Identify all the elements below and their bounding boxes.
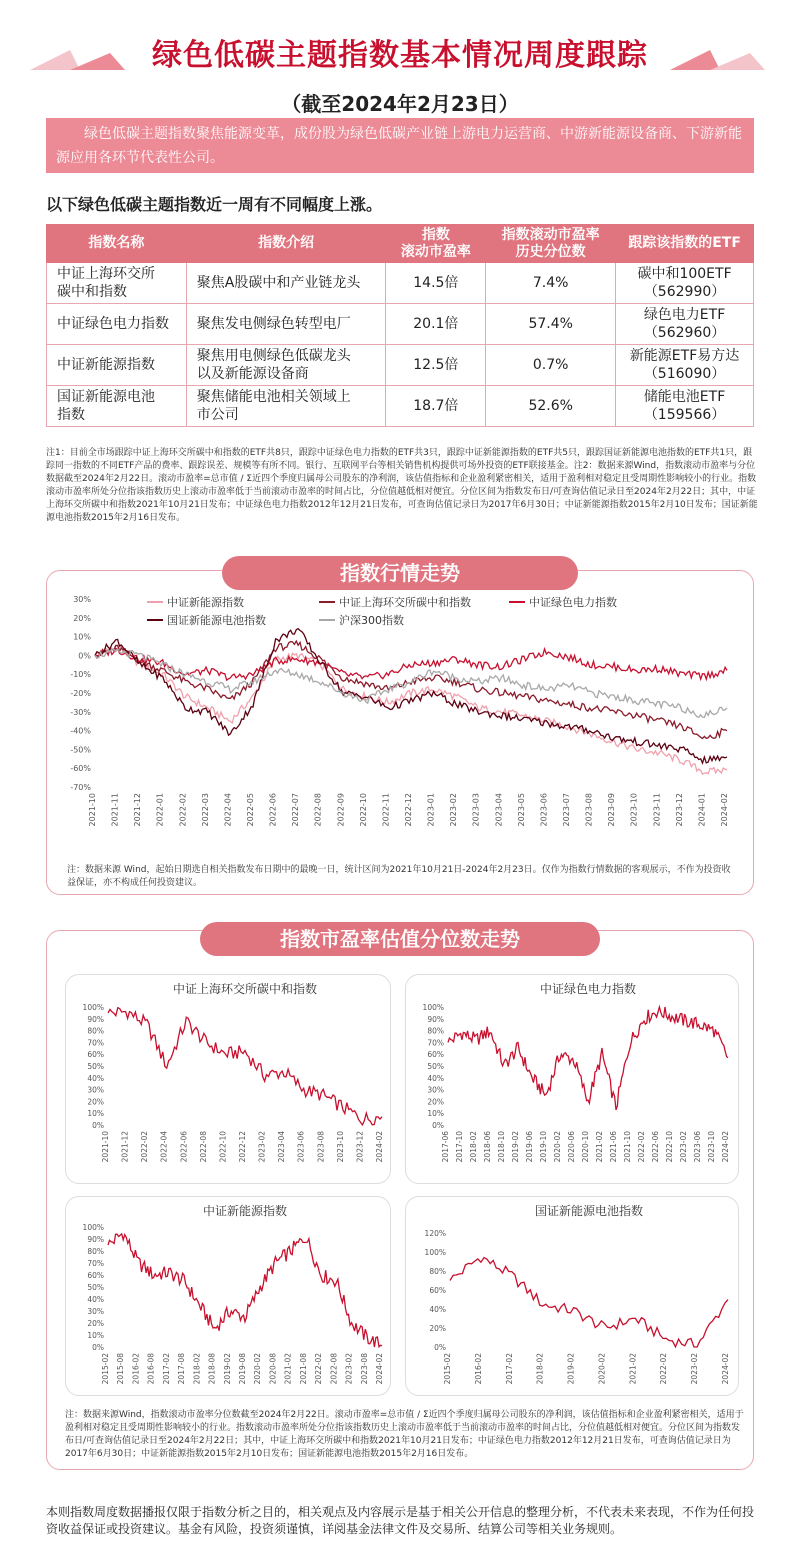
cell-name: 中证上海环交所 碳中和指数	[47, 263, 187, 304]
cell-pe: 18.7倍	[386, 386, 486, 427]
x-tick-label: 2022-02	[140, 1131, 150, 1163]
x-tick-label: 2021-12	[133, 793, 143, 827]
table-row	[47, 263, 754, 304]
table-row	[47, 345, 754, 386]
x-tick-label: 2015-08	[116, 1353, 126, 1385]
y-tick-label: 30%	[87, 1085, 104, 1095]
chart-title: 国证新能源电池指数	[534, 1204, 644, 1218]
legend-label: 中证绿色电力指数	[529, 596, 617, 609]
col-header: 指数名称	[47, 225, 187, 263]
pe-line-chart	[66, 1197, 392, 1397]
x-tick-label: 2020-02	[253, 1353, 263, 1385]
col-header: 指数滚动市盈率 历史分位数	[486, 225, 616, 263]
y-tick-label: 0%	[78, 651, 91, 661]
y-tick-label: 10%	[427, 1109, 444, 1119]
x-tick-label: 2024-02	[721, 1131, 730, 1163]
x-tick-label: 2024-02	[721, 1353, 730, 1385]
x-tick-label: 2018-02	[469, 1131, 478, 1163]
y-tick-label: 30%	[87, 1307, 104, 1316]
x-tick-label: 2015-02	[443, 1353, 452, 1385]
page-title: 绿色低碳主题指数基本情况周度跟踪	[152, 38, 648, 73]
cell-name: 中证绿色电力指数	[47, 304, 187, 345]
legend-label: 中证上海环交所碳中和指数	[339, 596, 471, 609]
lead-text: 以下绿色低碳主题指数近一周有不同幅度上涨。	[46, 195, 383, 214]
x-tick-label: 2023-08	[359, 1353, 369, 1385]
x-tick-label: 2017-10	[455, 1131, 464, 1163]
y-tick-label: -10%	[70, 670, 91, 680]
y-tick-label: 20%	[87, 1097, 104, 1107]
x-tick-label: 2015-02	[101, 1353, 110, 1385]
cell-pe: 20.1倍	[386, 304, 486, 345]
table-row	[47, 304, 754, 345]
x-tick-label: 2023-02	[679, 1131, 688, 1163]
y-tick-label: 90%	[87, 1014, 104, 1024]
section2-tab: 指数市盈率估值分位数走势	[200, 922, 600, 956]
x-tick-label: 2023-06	[539, 793, 549, 827]
y-tick-label: 40%	[429, 1305, 446, 1314]
series-line	[448, 1007, 728, 1110]
market-line-chart	[47, 591, 753, 871]
x-tick-label: 2023-04	[494, 793, 504, 827]
x-tick-label: 2022-08	[313, 793, 323, 827]
section1-tab: 指数行情走势	[222, 556, 578, 590]
x-tick-label: 2022-02	[178, 793, 188, 827]
pe-chart-card	[405, 974, 739, 1184]
y-tick-label: 90%	[427, 1014, 444, 1024]
y-tick-label: 0%	[434, 1343, 446, 1352]
x-tick-label: 2018-08	[207, 1353, 217, 1385]
cell-intro: 聚焦发电侧绿色转型电厂	[186, 304, 386, 345]
y-tick-label: -70%	[70, 783, 91, 792]
y-tick-label: 30%	[427, 1085, 444, 1095]
note-1: 注1：目前全市场跟踪中证上海环交所碳中和指数的ETF共8只，跟踪中证绿色电力指数的ETF共3只，跟踪中证新能源指数的ETF共5只，跟踪国证新能源电池指数的ETF共1只，跟踪同一指数的不同ETF产品的费率、跟踪误差、规模等有所不同。银行、互联网平台等相关销售机构提供可场外投资的ETF联接基金。注2：数据来源Wind，指数滚动市盈率与分位数据截至2024年2月22日。滚动市盈率=总市值 / Σ近四个季度归属母公司股东的净利润，该估值指标和企业盈利紧密相关，适用于盈利相对稳定且受周期性影响较小的行业。指数滚动市盈率所处分位指该指数历史上滚动市盈率低于当前滚动市盈率的时间占比，分位值越低相对便宜。分位区间为指数发布日/可查询估值记录日至2024年2月22日；其中，中证上海环交所碳中和指数2021年10月21日发布；中证绿色电力指数2012年12月21日发布，可查询估值记录日为2017年6月30日；中证新能源指数2015年2月10日发布；国证新能源电池指数2015年2月16日发布。	[46, 448, 758, 523]
cell-intro: 聚焦A股碳中和产业链龙头	[186, 263, 386, 304]
x-tick-label: 2020-02	[553, 1131, 562, 1163]
y-tick-label: 30%	[73, 595, 91, 604]
x-tick-label: 2020-08	[268, 1353, 278, 1385]
y-tick-label: 10%	[73, 632, 91, 642]
y-tick-label: 0%	[432, 1121, 444, 1130]
cell-intro: 聚焦用电侧绿色低碳龙头 以及新能源设备商	[186, 345, 386, 386]
y-tick-label: 50%	[87, 1062, 104, 1071]
y-tick-label: 60%	[427, 1050, 444, 1060]
x-tick-label: 2023-02	[449, 793, 459, 827]
x-tick-label: 2023-03	[471, 793, 481, 827]
x-tick-label: 2022-10	[358, 793, 368, 827]
x-tick-label: 2019-02	[222, 1353, 232, 1385]
y-tick-label: 80%	[87, 1026, 104, 1036]
x-tick-label: 2022-12	[404, 793, 413, 827]
legend-label: 国证新能源电池指数	[167, 614, 266, 627]
x-tick-label: 2023-01	[426, 793, 436, 827]
cell-pct: 52.6%	[486, 386, 616, 427]
section2-note: 注：数据来源Wind，指数滚动市盈率分位数截至2024年2月22日。滚动市盈率=总市值 / Σ近四个季度归属母公司股东的净利润，该估值指标和企业盈利紧密相关，适用于盈利相对稳定且受周期性影响较小的行业。指数滚动市盈率所处分位指该指数历史上滚动市盈率低于当前滚动市盈率的时间占比，分位值越低相对便宜。分位区间为指数发布日/可查询估值记录日至2024年2月22日；其中，中证上海环交所碳中和指数2021年10月21日发布；中证绿色电力指数2012年12月21日发布，可查询估值记录日为2017年6月30日；中证新能源指数2015年2月10日发布；国证新能源电池指数2015年2月16日发布。	[65, 1410, 744, 1459]
x-tick-label: 2024-01	[697, 793, 707, 827]
y-tick-label: 60%	[87, 1271, 104, 1280]
y-tick-label: 100%	[422, 1003, 444, 1012]
x-tick-label: 2023-04	[277, 1131, 287, 1163]
y-tick-label: 80%	[87, 1247, 104, 1256]
series-line	[108, 1234, 382, 1347]
x-tick-label: 2023-10	[629, 793, 639, 827]
x-tick-label: 2019-06	[525, 1131, 534, 1163]
x-tick-label: 2022-06	[268, 793, 278, 827]
x-tick-label: 2022-03	[200, 793, 210, 827]
x-tick-label: 2020-06	[567, 1131, 576, 1163]
col-header: 指数介绍	[186, 225, 386, 263]
x-tick-label: 2019-02	[566, 1353, 576, 1385]
y-tick-label: 40%	[87, 1073, 104, 1083]
y-tick-label: 50%	[427, 1062, 444, 1071]
x-tick-label: 2019-02	[511, 1131, 520, 1163]
cell-pct: 0.7%	[486, 345, 616, 386]
x-tick-label: 2021-10	[623, 1131, 632, 1163]
y-tick-label: 100%	[82, 1223, 104, 1232]
x-tick-label: 2017-08	[177, 1353, 187, 1385]
x-tick-label: 2023-09	[607, 793, 617, 827]
x-tick-label: 2022-11	[381, 793, 391, 827]
y-tick-label: 10%	[87, 1109, 104, 1119]
x-tick-label: 2016-08	[146, 1353, 156, 1385]
x-tick-label: 2017-02	[161, 1353, 171, 1385]
x-tick-label: 2023-05	[516, 793, 526, 827]
y-tick-label: 70%	[87, 1259, 104, 1268]
x-tick-label: 2022-08	[198, 1131, 208, 1163]
y-tick-label: 100%	[424, 1248, 446, 1257]
pe-line-chart	[406, 1197, 740, 1397]
x-tick-label: 2021-02	[595, 1131, 604, 1163]
x-tick-label: 2017-02	[504, 1353, 514, 1385]
y-tick-label: -20%	[70, 689, 91, 698]
index-table	[46, 224, 754, 427]
x-tick-label: 2022-02	[314, 1353, 324, 1385]
footer-disclaimer: 本则指数周度数据播报仅限于指数分析之目的，相关观点及内容展示是基于相关公开信息的整理分析，不代表未来表现，不作为任何投资收益保证或投资建议。基金有风险，投资须谨慎，详阅基金法律文件及交易所、结算公司等相关业务规则。	[46, 1505, 755, 1536]
x-tick-label: 2020-10	[581, 1131, 590, 1163]
x-tick-label: 2024-02	[720, 793, 729, 827]
cell-etf: 储能电池ETF （159566）	[616, 386, 754, 427]
chart-title: 中证绿色电力指数	[539, 982, 637, 996]
cell-name: 国证新能源电池 指数	[47, 386, 187, 427]
x-tick-label: 2023-10	[335, 1131, 345, 1163]
chart-title: 中证新能源指数	[202, 1204, 288, 1218]
series-line	[108, 1008, 382, 1125]
y-tick-label: 70%	[87, 1038, 104, 1048]
page-subtitle: （截至2024年2月23日）	[281, 92, 519, 116]
y-tick-label: 20%	[73, 613, 91, 623]
legend-label: 沪深300指数	[339, 614, 404, 627]
x-tick-label: 2020-02	[597, 1353, 607, 1385]
x-tick-label: 2023-11	[652, 793, 662, 827]
cell-name: 中证新能源指数	[47, 345, 187, 386]
y-tick-label: 60%	[87, 1050, 104, 1060]
x-tick-label: 2023-07	[562, 793, 571, 827]
x-tick-label: 2022-01	[155, 793, 165, 827]
x-tick-label: 2016-02	[473, 1353, 483, 1385]
pe-chart-card	[65, 1196, 391, 1396]
x-tick-label: 2021-10	[88, 793, 97, 827]
x-tick-label: 2023-10	[707, 1131, 716, 1163]
x-tick-label: 2018-02	[192, 1353, 202, 1385]
x-tick-label: 2023-02	[690, 1353, 700, 1385]
legend-label: 中证新能源指数	[167, 596, 244, 609]
x-tick-label: 2023-06	[693, 1131, 702, 1163]
pe-panel	[46, 930, 754, 1470]
section1-note: 注：数据来源 Wind，起始日期选自相关指数发布日期中的最晚一日，统计区间为2021年10月21日-2024年2月23日。仅作为指数行情数据的客观展示，不作为投资收益保证，亦不构成任何投资建议。	[67, 865, 731, 888]
x-tick-label: 2019-10	[539, 1131, 548, 1163]
y-tick-label: 40%	[427, 1073, 444, 1083]
y-tick-label: -50%	[70, 745, 91, 755]
y-tick-label: 100%	[82, 1003, 104, 1012]
x-tick-label: 2018-10	[497, 1131, 506, 1163]
x-tick-label: 2018-02	[535, 1353, 545, 1385]
x-tick-label: 2023-12	[674, 793, 684, 827]
table-row	[47, 386, 754, 427]
x-tick-label: 2021-02	[283, 1353, 293, 1385]
cell-intro: 聚焦储能电池相关领域上 市公司	[186, 386, 386, 427]
y-tick-label: 0%	[92, 1343, 104, 1352]
chart-title: 中证上海环交所碳中和指数	[172, 982, 318, 996]
y-tick-label: 70%	[427, 1038, 444, 1048]
market-panel	[46, 570, 754, 895]
y-tick-label: 10%	[87, 1331, 104, 1340]
x-tick-label: 2023-08	[584, 793, 594, 827]
cell-pct: 57.4%	[486, 304, 616, 345]
x-tick-label: 2021-11	[110, 793, 120, 827]
y-tick-label: 80%	[429, 1267, 446, 1276]
x-tick-label: 2023-12	[355, 1131, 365, 1163]
series-line	[95, 641, 727, 738]
cell-etf: 碳中和100ETF （562990）	[616, 263, 754, 304]
x-tick-label: 2023-02	[344, 1353, 354, 1385]
y-tick-label: 50%	[87, 1283, 104, 1292]
x-tick-label: 2022-08	[329, 1353, 339, 1385]
x-tick-label: 2016-02	[131, 1353, 141, 1385]
x-tick-label: 2023-06	[296, 1131, 306, 1163]
x-tick-label: 2022-10	[218, 1131, 228, 1163]
x-tick-label: 2022-04	[159, 1131, 169, 1163]
x-tick-label: 2022-02	[637, 1131, 646, 1163]
cell-etf: 绿色电力ETF （562960）	[616, 304, 754, 345]
y-tick-label: 40%	[87, 1295, 104, 1304]
x-tick-label: 2019-08	[238, 1353, 247, 1385]
x-tick-label: 2022-10	[665, 1131, 674, 1163]
x-tick-label: 2017-06	[441, 1131, 450, 1163]
x-tick-label: 2022-06	[651, 1131, 660, 1163]
y-tick-label: 80%	[427, 1026, 444, 1036]
x-tick-label: 2021-06	[609, 1131, 618, 1163]
cell-pct: 7.4%	[486, 263, 616, 304]
series-line	[450, 1258, 728, 1347]
pe-line-chart	[66, 975, 392, 1185]
intro-box: 绿色低碳主题指数聚焦能源变革，成份股为绿色低碳产业链上游电力运营商、中游新能源设备商、下游新能源应用各环节代表性公司。	[46, 118, 754, 173]
x-tick-label: 2022-09	[336, 793, 346, 827]
y-tick-label: 20%	[429, 1324, 446, 1333]
y-tick-label: 20%	[87, 1319, 104, 1328]
x-tick-label: 2021-08	[298, 1353, 308, 1385]
cell-pe: 14.5倍	[386, 263, 486, 304]
x-tick-label: 2024-02	[375, 1353, 384, 1385]
y-tick-label: -60%	[70, 764, 91, 774]
x-tick-label: 2022-07	[291, 793, 301, 827]
x-tick-label: 2023-02	[257, 1131, 267, 1163]
y-tick-label: 0%	[92, 1121, 104, 1130]
cell-pe: 12.5倍	[386, 345, 486, 386]
y-tick-label: 120%	[424, 1229, 446, 1238]
x-tick-label: 2022-04	[223, 793, 233, 827]
x-tick-label: 2024-02	[375, 1131, 384, 1163]
x-tick-label: 2022-06	[179, 1131, 189, 1163]
cell-etf: 新能源ETF易方达 （516090）	[616, 345, 754, 386]
x-tick-label: 2022-02	[659, 1353, 669, 1385]
pe-chart-card	[405, 1196, 739, 1396]
x-tick-label: 2021-12	[120, 1131, 130, 1163]
col-header: 跟踪该指数的ETF	[616, 225, 754, 263]
col-header: 指数 滚动市盈率	[386, 225, 486, 263]
y-tick-label: 60%	[429, 1286, 446, 1295]
x-tick-label: 2021-10	[101, 1131, 110, 1163]
x-tick-label: 2022-12	[238, 1131, 247, 1163]
y-tick-label: 20%	[427, 1097, 444, 1107]
y-tick-label: -30%	[70, 707, 91, 717]
pe-chart-card	[65, 974, 391, 1184]
x-tick-label: 2023-08	[316, 1131, 326, 1163]
y-tick-label: 90%	[87, 1235, 104, 1244]
pe-line-chart	[406, 975, 740, 1185]
y-tick-label: -40%	[70, 726, 91, 736]
x-tick-label: 2021-02	[628, 1353, 638, 1385]
x-tick-label: 2018-06	[483, 1131, 492, 1163]
x-tick-label: 2022-05	[246, 793, 255, 827]
